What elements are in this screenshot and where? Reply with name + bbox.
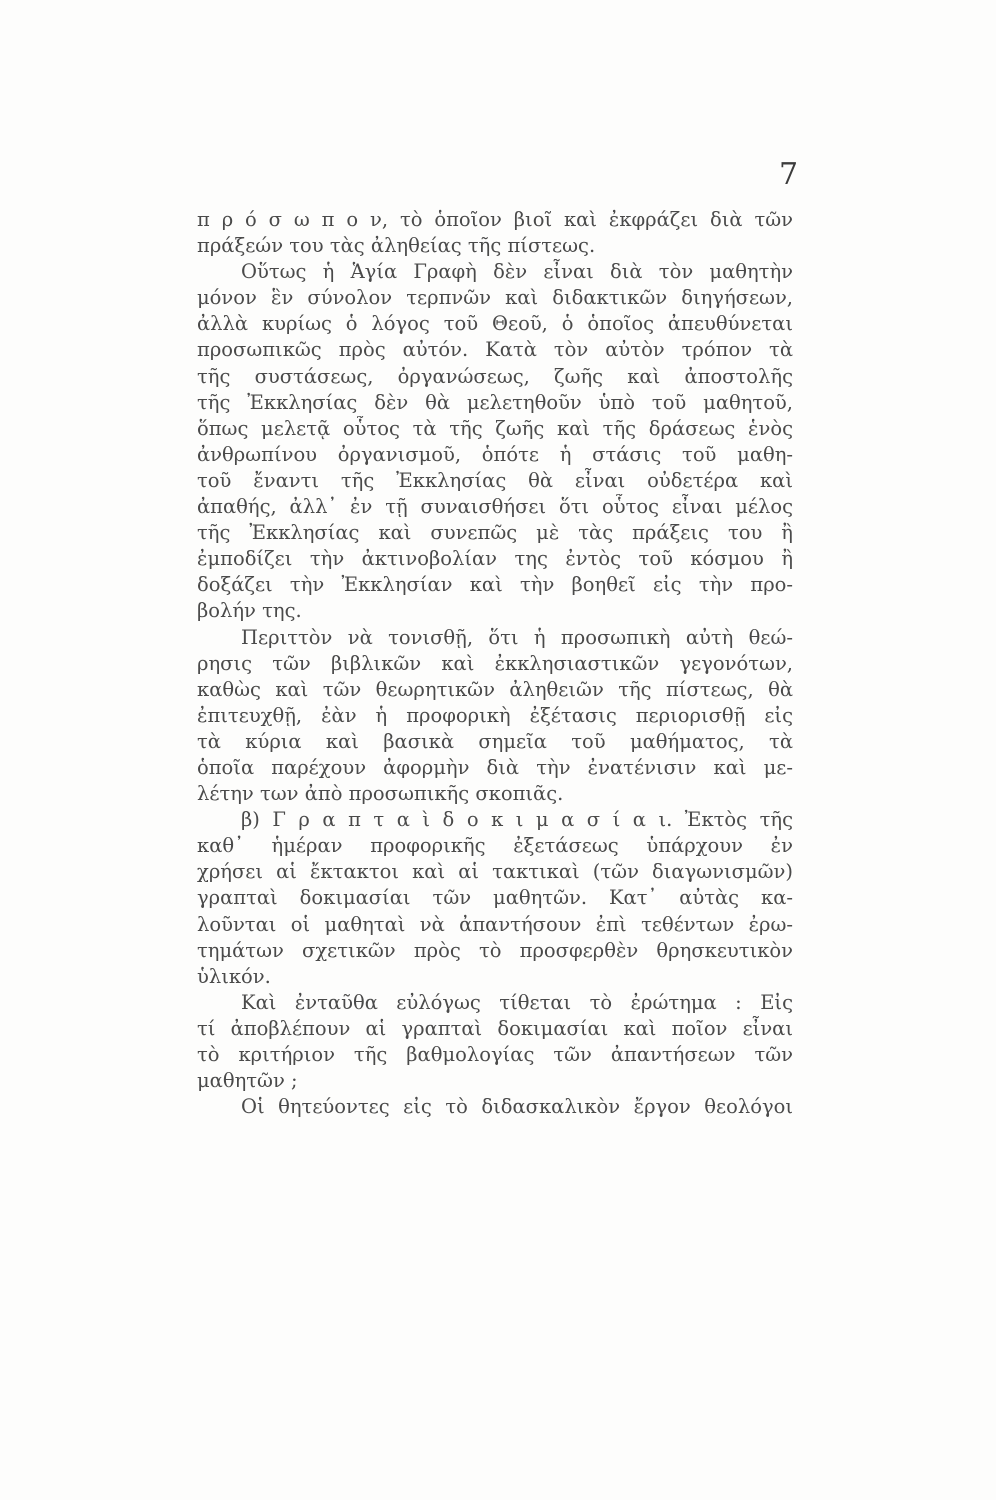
text-line: Περιττὸν νὰ τονισθῇ, ὅτι ἡ προσωπικὴ αὐτὴ θεώ- bbox=[241, 625, 793, 649]
text-line: τῆς συστάσεως, ὀργανώσεως, ζωῆς καὶ ἀποστολῆς bbox=[197, 364, 793, 388]
text-line: γραπταὶ δοκιμασίαι τῶν μαθητῶν. Κατ᾽ αὐτὰς κα- bbox=[197, 886, 793, 910]
body-text bbox=[197, 207, 793, 1120]
page-number: 7 bbox=[779, 157, 799, 192]
text-line: Καὶ ἐνταῦθα εὐλόγως τίθεται τὸ ἐρώτημα : Εἰς bbox=[241, 990, 793, 1014]
text-line: πράξεών του τὰς ἀληθείας τῆς πίστεως. bbox=[197, 234, 596, 258]
text-line: ὑλικόν. bbox=[197, 964, 271, 988]
text-line: βολήν της. bbox=[197, 599, 302, 623]
text-line: τί ἀποβλέπουν αἱ γραπταὶ δοκιμασίαι καὶ ποῖον εἶναι bbox=[197, 1016, 793, 1040]
text-line: ὅπως μελετᾷ οὗτος τὰ τῆς ζωῆς καὶ τῆς δράσεως ἑνὸς bbox=[197, 416, 793, 440]
text-line: ρησις τῶν βιβλικῶν καὶ ἐκκλησιαστικῶν γεγονότων, bbox=[197, 651, 793, 675]
text-line: τὰ κύρια καὶ βασικὰ σημεῖα τοῦ μαθήματος, τὰ bbox=[197, 729, 793, 753]
text-line: δοξάζει τὴν Ἐκκλησίαν καὶ τὴν βοηθεῖ εἰς τὴν προ- bbox=[197, 573, 793, 597]
text-line: μαθητῶν ; bbox=[197, 1069, 298, 1093]
text-line: καθὼς καὶ τῶν θεωρητικῶν ἀληθειῶν τῆς πίστεως, θὰ bbox=[197, 677, 793, 701]
text-line: τῆς Ἐκκλησίας δὲν θὰ μελετηθοῦν ὑπὸ τοῦ μαθητοῦ, bbox=[197, 390, 793, 414]
text-line: π ρ ό σ ω π ο ν, τὸ ὁποῖον βιοῖ καὶ ἐκφράζει διὰ τῶν bbox=[197, 208, 793, 231]
text-line: Οὕτως ἡ Ἁγία Γραφὴ δὲν εἶναι διὰ τὸν μαθητὴν bbox=[241, 260, 793, 284]
text-line: β) Γ ρ α π τ α ὶ δ ο κ ι μ α σ ί α ι. Ἐκτὸς τῆς bbox=[241, 808, 793, 832]
text-line: ἀλλὰ κυρίως ὁ λόγος τοῦ Θεοῦ, ὁ ὁποῖος ἀπευθύνεται bbox=[197, 312, 793, 336]
text-line: ἐπιτευχθῇ, ἐὰν ἡ προφορικὴ ἐξέτασις περιορισθῇ εἰς bbox=[197, 703, 793, 727]
text-line: λέτην των ἀπὸ προσωπικῆς σκοπιᾶς. bbox=[197, 782, 564, 806]
text-line: ἐμποδίζει τὴν ἀκτινοβολίαν της ἐντὸς τοῦ κόσμου ἢ bbox=[197, 547, 793, 571]
text-line: τημάτων σχετικῶν πρὸς τὸ προσφερθὲν θρησκευτικὸν bbox=[197, 938, 793, 962]
text-line: μόνον ἓν σύνολον τερπνῶν καὶ διδακτικῶν διηγήσεων, bbox=[197, 286, 793, 310]
text-line: ἀπαθής, ἀλλ᾽ ἐν τῇ συναισθήσει ὅτι οὗτος εἶναι μέλος bbox=[197, 495, 793, 519]
text-line: τὸ κριτήριον τῆς βαθμολογίας τῶν ἀπαντήσεων τῶν bbox=[197, 1043, 793, 1066]
text-line: ὁποῖα παρέχουν ἀφορμὴν διὰ τὴν ἐνατένισιν καὶ με- bbox=[197, 755, 793, 779]
text-line: ἀνθρωπίνου ὀργανισμοῦ, ὁπότε ἡ στάσις τοῦ μαθη- bbox=[197, 442, 793, 466]
text-line: τῆς Ἐκκλησίας καὶ συνεπῶς μὲ τὰς πράξεις του ἢ bbox=[197, 521, 793, 545]
text-line: Οἱ θητεύοντες εἰς τὸ διδασκαλικὸν ἔργον θεολόγοι bbox=[241, 1095, 793, 1119]
text-line: τοῦ ἔναντι τῆς Ἐκκλησίας θὰ εἶναι οὐδετέρα καὶ bbox=[197, 468, 793, 492]
text-line: καθ᾽ ἡμέραν προφορικῆς ἐξετάσεως ὑπάρχουν ἐν bbox=[197, 834, 793, 858]
text-line: λοῦνται οἱ μαθηταὶ νὰ ἀπαντήσουν ἐπὶ τεθέντων ἐρω- bbox=[197, 912, 793, 936]
text-line: χρήσει αἱ ἔκτακτοι καὶ αἱ τακτικαὶ (τῶν διαγωνισμῶν) bbox=[197, 860, 793, 884]
text-line: προσωπικῶς πρὸς αὐτόν. Κατὰ τὸν αὐτὸν τρόπον τὰ bbox=[197, 338, 793, 362]
